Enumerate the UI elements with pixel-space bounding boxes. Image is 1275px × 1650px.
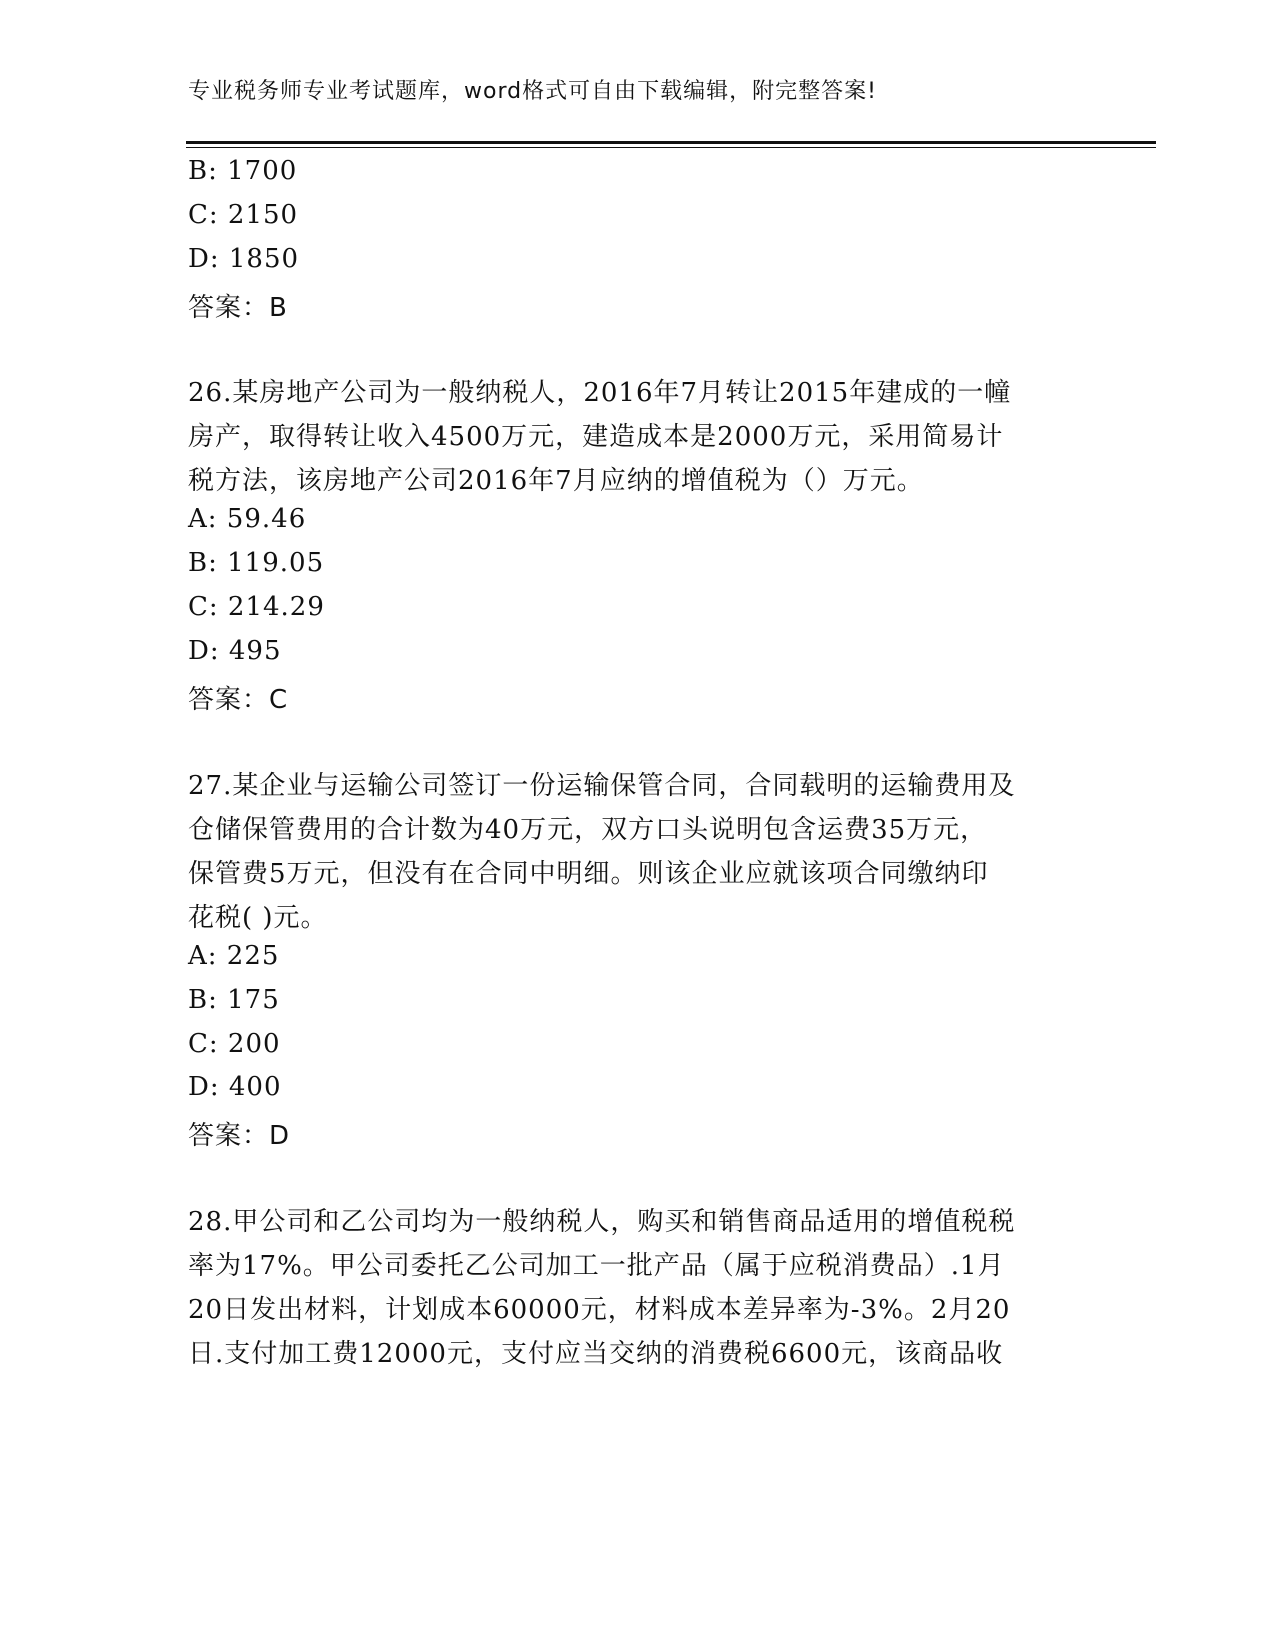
option-d: D: 1850 <box>188 244 300 274</box>
option-b: B: 1700 <box>188 156 298 186</box>
question-text: 日.支付加工费12000元，支付应当交纳的消费税6600元，该商品收 <box>188 1339 1004 1369</box>
header-rule-thin <box>186 147 1156 148</box>
question-text: 房产，取得转让收入4500万元，建造成本是2000万元，采用简易计 <box>188 422 1004 452</box>
option-a: A: 225 <box>188 941 280 971</box>
option-b: B: 119.05 <box>188 548 325 578</box>
question-text: 率为17%。甲公司委托乙公司加工一批产品（属于应税消费品）.1月 <box>188 1251 1005 1281</box>
answer: 答案：B <box>188 293 288 323</box>
question-text: 26.某房地产公司为一般纳税人，2016年7月转让2015年建成的一幢 <box>188 378 1012 408</box>
option-c: C: 2150 <box>188 200 299 230</box>
answer: 答案：D <box>188 1121 291 1151</box>
option-c: C: 200 <box>188 1029 281 1059</box>
page-header: 专业税务师专业考试题库，word格式可自由下载编辑，附完整答案! <box>188 79 877 104</box>
question-text: 税方法，该房地产公司2016年7月应纳的增值税为（）万元。 <box>188 466 924 496</box>
option-d: D: 495 <box>188 636 282 666</box>
question-text: 20日发出材料，计划成本60000元，材料成本差异率为-3%。2月20 <box>188 1295 1011 1325</box>
question-text: 仓储保管费用的合计数为40万元，双方口头说明包含运费35万元， <box>188 815 988 845</box>
question-text: 28.甲公司和乙公司均为一般纳税人，购买和销售商品适用的增值税税 <box>188 1207 1016 1237</box>
question-text: 保管费5万元，但没有在合同中明细。则该企业应就该项合同缴纳印 <box>188 859 989 889</box>
option-b: B: 175 <box>188 985 280 1015</box>
question-text: 花税( )元。 <box>188 903 328 933</box>
option-a: A: 59.46 <box>188 504 307 534</box>
question-text: 27.某企业与运输公司签订一份运输保管合同，合同载明的运输费用及 <box>188 771 1016 801</box>
header-rule-thick <box>186 141 1156 144</box>
answer: 答案：C <box>188 685 289 715</box>
option-d: D: 400 <box>188 1072 282 1102</box>
option-c: C: 214.29 <box>188 592 325 622</box>
